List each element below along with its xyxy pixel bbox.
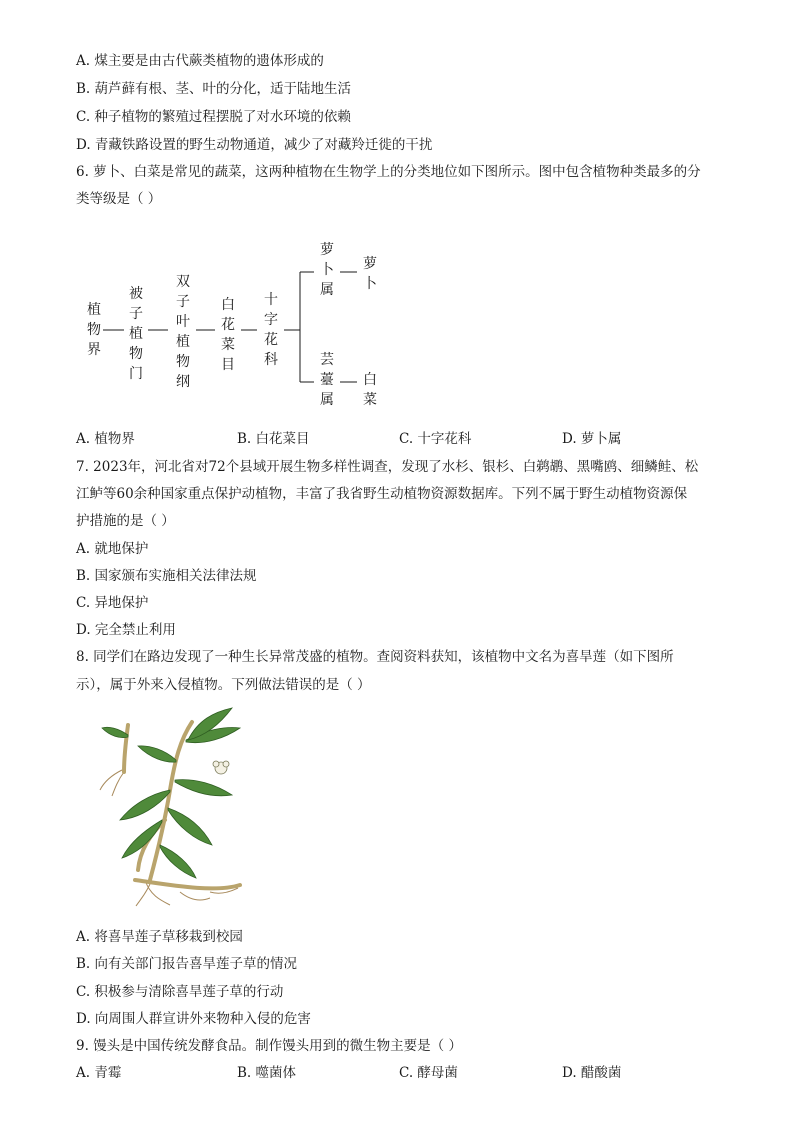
q6-option-b: B. 白花菜目 [237, 431, 310, 447]
q8-option-c: C. 积极参与清除喜旱莲子草的行动 [76, 984, 284, 1000]
tree-genus-top: 萝卜属 [320, 242, 334, 298]
q9-option-d: D. 醋酸菌 [562, 1065, 622, 1081]
q5-option-a: A. 煤主要是由古代蕨类植物的遗体形成的 [76, 53, 324, 69]
tree-order: 白花菜目 [221, 297, 235, 373]
q5-option-b: B. 葫芦藓有根、茎、叶的分化，适于陆地生活 [76, 81, 352, 97]
q5-option-d: D. 青藏铁路设置的野生动物通道，减少了对藏羚迁徙的干扰 [76, 137, 433, 153]
q7-option-b: B. 国家颁布实施相关法律法规 [76, 568, 257, 584]
tree-species-bottom: 白菜 [363, 372, 377, 408]
q5-option-c: C. 种子植物的繁殖过程摆脱了对水环境的依赖 [76, 109, 351, 125]
q6-option-a: A. 植物界 [76, 431, 135, 447]
tree-family: 十字花科 [264, 292, 278, 368]
q8-option-a: A. 将喜旱莲子草移栽到校园 [76, 929, 243, 945]
q7-stem-line3: 护措施的是（ ） [76, 513, 175, 529]
q8-stem-line2: 示），属于外来入侵植物。下列做法错误的是（ ） [76, 677, 371, 693]
q9-option-b: B. 噬菌体 [237, 1065, 297, 1081]
q7-stem-line1: 7. 2023年，河北省对72个县域开展生物多样性调查，发现了水杉、银杉、白鹈鹕、黑嘴鸥、细鳞鲑、松 [76, 459, 699, 475]
tree-kingdom: 植物界 [87, 302, 101, 358]
plant-flower [213, 761, 229, 774]
q8-option-d: D. 向周围人群宣讲外来物种入侵的危害 [76, 1011, 311, 1027]
q7-option-d: D. 完全禁止利用 [76, 622, 176, 638]
q9-option-a: A. 青霉 [76, 1065, 122, 1081]
q7-stem-line2: 江鲈等60余种国家重点保护动植物，丰富了我省野生动植物资源数据库。下列不属于野生动植物资源保 [76, 486, 688, 502]
tree-class: 双子叶植物纲 [176, 274, 190, 390]
tree-phylum: 被子植物门 [129, 286, 143, 382]
q6-stem-line1: 6. 萝卜、白菜是常见的蔬菜，这两种植物在生物学上的分类地位如下图所示。图中包含植物种类最多的分 [76, 164, 701, 180]
q7-option-c: C. 异地保护 [76, 595, 149, 611]
q6-option-d: D. 萝卜属 [562, 431, 622, 447]
tree-species-top: 萝卜 [363, 256, 377, 292]
q8-option-b: B. 向有关部门报告喜旱莲子草的情况 [76, 956, 298, 972]
q6-stem-line2: 类等级是（ ） [76, 191, 162, 207]
tree-genus-bottom: 芸薹属 [320, 352, 334, 408]
q6-option-c: C. 十字花科 [399, 431, 472, 447]
q9-option-c: C. 酵母菌 [399, 1065, 458, 1081]
q8-stem-line1: 8. 同学们在路边发现了一种生长异常茂盛的植物。查阅资料获知，该植物中文名为喜旱莲（如下图所 [76, 649, 674, 665]
q7-option-a: A. 就地保护 [76, 541, 149, 557]
q9-stem: 9. 馒头是中国传统发酵食品。制作馒头用到的微生物主要是（ ） [76, 1038, 462, 1054]
